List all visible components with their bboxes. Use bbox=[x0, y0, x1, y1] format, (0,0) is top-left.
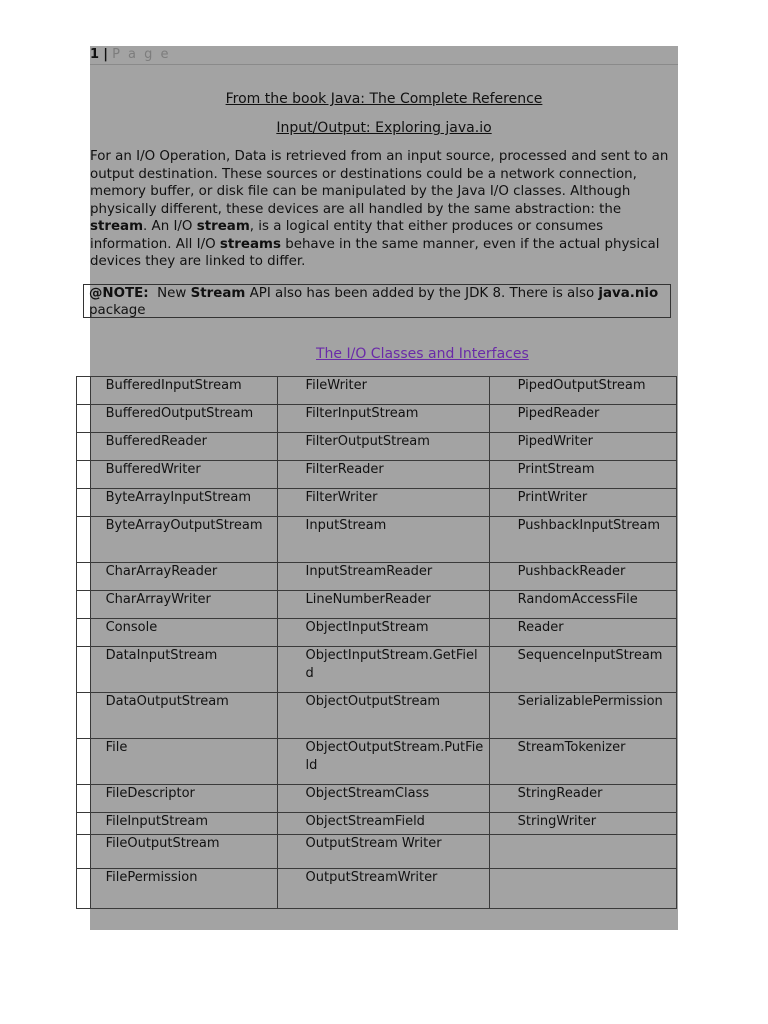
note-text-1: New bbox=[148, 286, 191, 301]
class-name-cell: FilterOutputStream bbox=[277, 433, 489, 461]
class-name-cell: StreamTokenizer bbox=[489, 739, 676, 785]
page-header bbox=[90, 46, 678, 65]
class-name-cell: ObjectStreamClass bbox=[277, 785, 489, 813]
intro-text-1: For an I/O Operation, Data is retrieved from an input source, processed and sent to an output destination. These sources or destinations could be a network connection, memory buffer, or disk file can be manipulated by the Java I/O classes. Although physically different, these devices are all handled by the same abstraction: the bbox=[90, 149, 669, 217]
class-name-cell: ObjectInputStream bbox=[277, 619, 489, 647]
note-text-2: API also has been added by the JDK 8. There is also bbox=[245, 286, 599, 301]
class-name-cell: InputStream bbox=[277, 517, 489, 563]
table-row bbox=[77, 785, 677, 813]
class-name-cell: FileDescriptor bbox=[90, 785, 277, 813]
class-name-cell: FilterWriter bbox=[277, 489, 489, 517]
chapter-title: Input/Output: Exploring java.io bbox=[276, 120, 492, 136]
table-margin-cell bbox=[77, 739, 91, 785]
class-name-cell: CharArrayReader bbox=[90, 563, 277, 591]
table-margin-cell bbox=[77, 489, 91, 517]
intro-stream-1: stream bbox=[90, 219, 144, 234]
class-name-cell: LineNumberReader bbox=[277, 591, 489, 619]
table-margin-cell bbox=[77, 619, 91, 647]
table-row bbox=[77, 405, 677, 433]
table-row bbox=[77, 813, 677, 835]
class-name-cell: ByteArrayOutputStream bbox=[90, 517, 277, 563]
class-name-cell: FileOutputStream bbox=[90, 835, 277, 869]
io-classes-table bbox=[76, 376, 677, 909]
class-name-cell: CharArrayWriter bbox=[90, 591, 277, 619]
table-row bbox=[77, 693, 677, 739]
class-name-cell bbox=[489, 835, 676, 869]
class-name-cell: ObjectInputStream.GetField bbox=[277, 647, 489, 693]
table-margin-cell bbox=[77, 647, 91, 693]
table-margin-cell bbox=[77, 835, 91, 869]
page-number: 1 bbox=[90, 47, 100, 62]
table-row bbox=[77, 461, 677, 489]
class-name-cell: RandomAccessFile bbox=[489, 591, 676, 619]
table-margin-cell bbox=[77, 405, 91, 433]
class-name-cell: ByteArrayInputStream bbox=[90, 489, 277, 517]
class-name-cell: File bbox=[90, 739, 277, 785]
table-margin-cell bbox=[77, 377, 91, 405]
table-margin-cell bbox=[77, 693, 91, 739]
table-margin-cell bbox=[77, 517, 91, 563]
intro-text-4: behave in the same manner, even if the actual physical devices they are linked to differ. bbox=[90, 236, 660, 269]
class-name-cell: BufferedInputStream bbox=[90, 377, 277, 405]
table-margin-cell bbox=[77, 785, 91, 813]
class-name-cell: ObjectOutputStream bbox=[277, 693, 489, 739]
class-name-cell: Reader bbox=[489, 619, 676, 647]
intro-paragraph bbox=[90, 148, 682, 271]
class-name-cell: Console bbox=[90, 619, 277, 647]
class-name-cell: PushbackInputStream bbox=[489, 517, 676, 563]
class-name-cell: StringReader bbox=[489, 785, 676, 813]
table-row bbox=[77, 739, 677, 785]
table-margin-cell bbox=[77, 563, 91, 591]
class-name-cell: ObjectOutputStream.PutField bbox=[277, 739, 489, 785]
class-name-cell: PipedOutputStream bbox=[489, 377, 676, 405]
class-name-cell: SerializablePermission bbox=[489, 693, 676, 739]
page-label: P a g e bbox=[112, 47, 171, 62]
page-separator: | bbox=[103, 47, 108, 62]
class-name-cell: FileInputStream bbox=[90, 813, 277, 835]
class-name-cell: BufferedWriter bbox=[90, 461, 277, 489]
class-name-cell: PipedReader bbox=[489, 405, 676, 433]
class-name-cell: ObjectStreamField bbox=[277, 813, 489, 835]
table-margin-cell bbox=[77, 461, 91, 489]
class-name-cell: FilePermission bbox=[90, 869, 277, 909]
table-row bbox=[77, 433, 677, 461]
table-row bbox=[77, 563, 677, 591]
class-name-cell: OutputStream Writer bbox=[277, 835, 489, 869]
table-row bbox=[77, 489, 677, 517]
class-name-cell: BufferedReader bbox=[90, 433, 277, 461]
table-row bbox=[77, 869, 677, 909]
class-name-cell: DataInputStream bbox=[90, 647, 277, 693]
book-title: From the book Java: The Complete Reference bbox=[225, 91, 543, 107]
table-margin-cell bbox=[77, 869, 91, 909]
class-name-cell: FilterInputStream bbox=[277, 405, 489, 433]
note-text-3: package bbox=[89, 303, 146, 318]
class-name-cell: InputStreamReader bbox=[277, 563, 489, 591]
intro-stream-2: stream bbox=[196, 219, 250, 234]
intro-text-2: . An I/O bbox=[143, 219, 197, 234]
intro-text-3: , is a logical entity that either produces or consumes information. All I/O bbox=[90, 219, 604, 252]
class-name-cell: OutputStreamWriter bbox=[277, 869, 489, 909]
class-name-cell: SequenceInputStream bbox=[489, 647, 676, 693]
note-javanio: java.nio bbox=[598, 286, 659, 301]
table-margin-cell bbox=[77, 813, 91, 835]
class-name-cell bbox=[489, 869, 676, 909]
table-row bbox=[77, 619, 677, 647]
class-name-cell: PrintWriter bbox=[489, 489, 676, 517]
class-name-cell: FilterReader bbox=[277, 461, 489, 489]
class-name-cell: PushbackReader bbox=[489, 563, 676, 591]
table-margin-cell bbox=[77, 433, 91, 461]
class-name-cell: PrintStream bbox=[489, 461, 676, 489]
class-name-cell: FileWriter bbox=[277, 377, 489, 405]
note-box bbox=[83, 284, 671, 318]
class-name-cell: DataOutputStream bbox=[90, 693, 277, 739]
class-name-cell: PipedWriter bbox=[489, 433, 676, 461]
intro-streams: streams bbox=[219, 236, 281, 252]
table-row bbox=[77, 377, 677, 405]
table-margin-cell bbox=[77, 591, 91, 619]
table-row bbox=[77, 517, 677, 563]
table-row bbox=[77, 647, 677, 693]
class-name-cell: BufferedOutputStream bbox=[90, 405, 277, 433]
table-row bbox=[77, 591, 677, 619]
note-stream: Stream bbox=[190, 286, 246, 301]
table-row bbox=[77, 835, 677, 869]
class-name-cell: StringWriter bbox=[489, 813, 676, 835]
classes-heading-link[interactable]: The I/O Classes and Interfaces bbox=[316, 346, 529, 362]
note-label: @NOTE: bbox=[89, 286, 149, 301]
